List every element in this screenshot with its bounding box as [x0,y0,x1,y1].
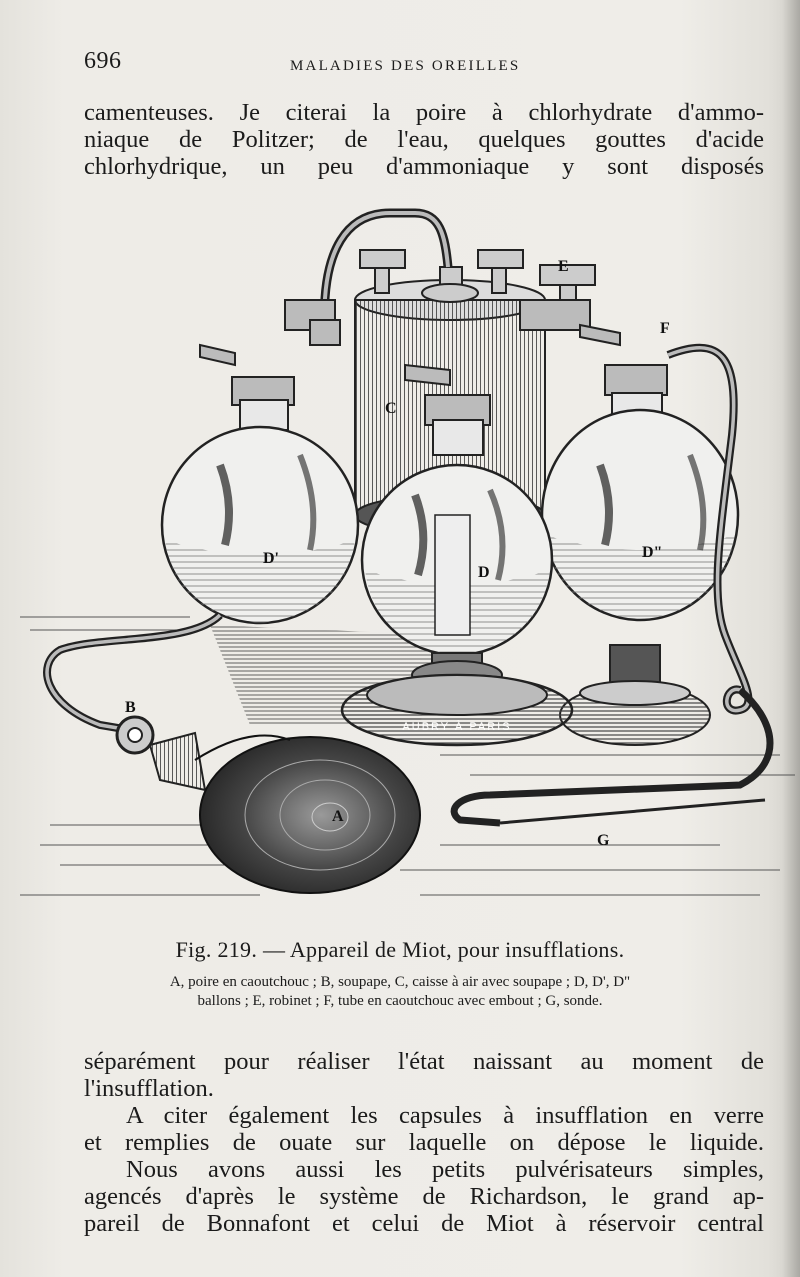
label-d: D [478,564,490,581]
page-header [84,48,764,78]
page-number: 696 [84,48,122,74]
text-line: pareil de Bonnafont et celui de Miot à réservoir central [84,1210,764,1237]
figure-legend-line: ballons ; E, robinet ; F, tube en caoutchouc avec embout ; G, sonde. [197,993,603,1009]
miot-apparatus-engraving [20,205,795,925]
text-line: A citer également les capsules à insufflation en verre [126,1102,764,1129]
paragraph-top [84,99,764,180]
flask-d-prime [162,377,358,623]
rubber-bulb-a [150,733,420,893]
label-b: B [125,699,136,716]
text-line: agencés d'après le système de Richardson, le grand ap- [84,1183,764,1210]
text-line: chlorhydrique, un peu d'ammoniaque y sont disposés [84,153,764,180]
text-line: l'insufflation. [84,1075,214,1102]
text-line: et remplies de ouate sur laquelle on dépose le liquide. [84,1129,764,1156]
figure-illustration [20,205,795,925]
figure-legend-line: A, poire en caoutchouc ; B, soupape, C, caisse à air avec soupape ; D, D', D" [169,974,631,990]
label-e: E [558,258,569,275]
running-head: MALADIES DES OREILLES [290,58,521,74]
maker-mark: AUBRY À PARIS [402,721,512,733]
text-line: séparément pour réaliser l'état naissant au moment de [84,1048,764,1075]
label-c: C [385,400,397,417]
flask-d-double-prime [542,365,738,745]
label-f: F [660,320,670,337]
label-d-double-prime: D" [642,544,663,561]
label-d-prime: D' [263,550,279,567]
paragraph-bottom [84,1048,764,1237]
label-a: A [332,808,344,825]
figure-caption-title: Fig. 219. — Appareil de Miot, pour insufflations. [175,937,625,962]
label-g: G [597,832,610,849]
text-line: camenteuses. Je citerai la poire à chlorhydrate d'ammo- [84,99,764,126]
text-line: niaque de Politzer; de l'eau, quelques gouttes d'acide [84,126,764,153]
text-line: Nous avons aussi les petits pulvérisateurs simples, [126,1156,764,1183]
